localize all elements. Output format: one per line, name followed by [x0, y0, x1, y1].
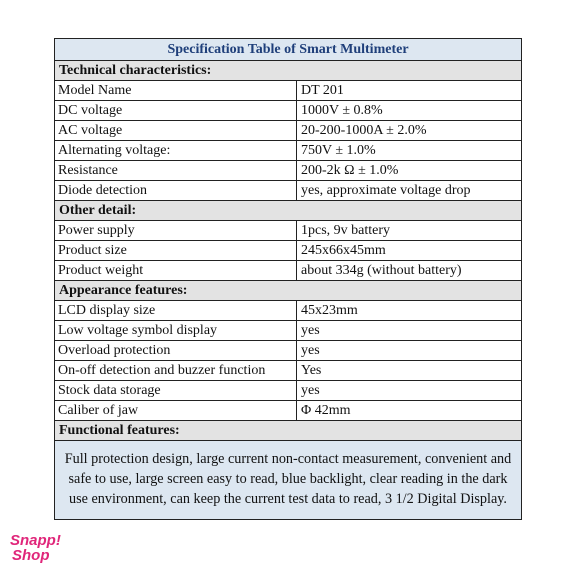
table-row [55, 301, 521, 321]
spec-key: Product size [55, 241, 297, 260]
table-row [55, 81, 521, 101]
spec-value: 200-2k Ω ± 1.0% [301, 163, 399, 178]
spec-key: Product weight [55, 261, 297, 280]
spec-value: 20-200-1000A ± 2.0% [301, 123, 427, 138]
spec-value: yes [301, 323, 320, 338]
table-row [55, 101, 521, 121]
spec-key: DC voltage [55, 101, 297, 120]
table-row [55, 141, 521, 161]
functional-description: Full protection design, large current non-contact measurement, convenient and safe to use, large screen easy to read, blue backlight, clear reading in the dark use environment, can keep the current test data to read, 3 1/2 Digital Display. [55, 441, 521, 519]
table-row [55, 181, 521, 201]
logo-line-1: Snapp! [10, 532, 61, 549]
table-row [55, 261, 521, 281]
table-row [55, 241, 521, 261]
spec-value: 750V ± 1.0% [301, 143, 376, 158]
spec-key: Alternating voltage: [55, 141, 297, 160]
table-row [55, 221, 521, 241]
section-heading-technical: Technical characteristics: [55, 61, 521, 81]
spec-value: 1000V ± 0.8% [301, 103, 383, 118]
spec-value: 45x23mm [301, 303, 358, 318]
spec-key: AC voltage [55, 121, 297, 140]
spec-key: Power supply [55, 221, 297, 240]
spec-value: yes [301, 343, 320, 358]
logo-line-2: Shop [12, 547, 50, 564]
spec-value: DT 201 [301, 83, 344, 98]
spec-key: Overload protection [55, 341, 297, 360]
table-row [55, 341, 521, 361]
section-heading-other: Other detail: [55, 201, 521, 221]
table-row [55, 361, 521, 381]
spec-value: Yes [301, 363, 322, 378]
spec-value: yes, approximate voltage drop [301, 183, 471, 198]
spec-value: about 334g (without battery) [301, 263, 462, 278]
spec-key: Model Name [55, 81, 297, 100]
table-row [55, 401, 521, 421]
spec-value: 245x66x45mm [301, 243, 386, 258]
table-row [55, 121, 521, 141]
spec-value: yes [301, 383, 320, 398]
spec-key: On-off detection and buzzer function [55, 361, 297, 380]
spec-key: LCD display size [55, 301, 297, 320]
spec-key: Low voltage symbol display [55, 321, 297, 340]
spec-key: Caliber of jaw [55, 401, 297, 420]
table-title: Specification Table of Smart Multimeter [55, 39, 521, 61]
section-heading-appearance: Appearance features: [55, 281, 521, 301]
table-row [55, 161, 521, 181]
section-heading-functional: Functional features: [55, 421, 521, 441]
spec-key: Stock data storage [55, 381, 297, 400]
spec-key: Resistance [55, 161, 297, 180]
snapp-shop-logo [10, 533, 61, 563]
table-row [55, 321, 521, 341]
spec-value: Φ 42mm [301, 403, 351, 418]
spec-value: 1pcs, 9v battery [301, 223, 391, 238]
spec-table [54, 38, 522, 520]
spec-key: Diode detection [55, 181, 297, 200]
table-row [55, 381, 521, 401]
